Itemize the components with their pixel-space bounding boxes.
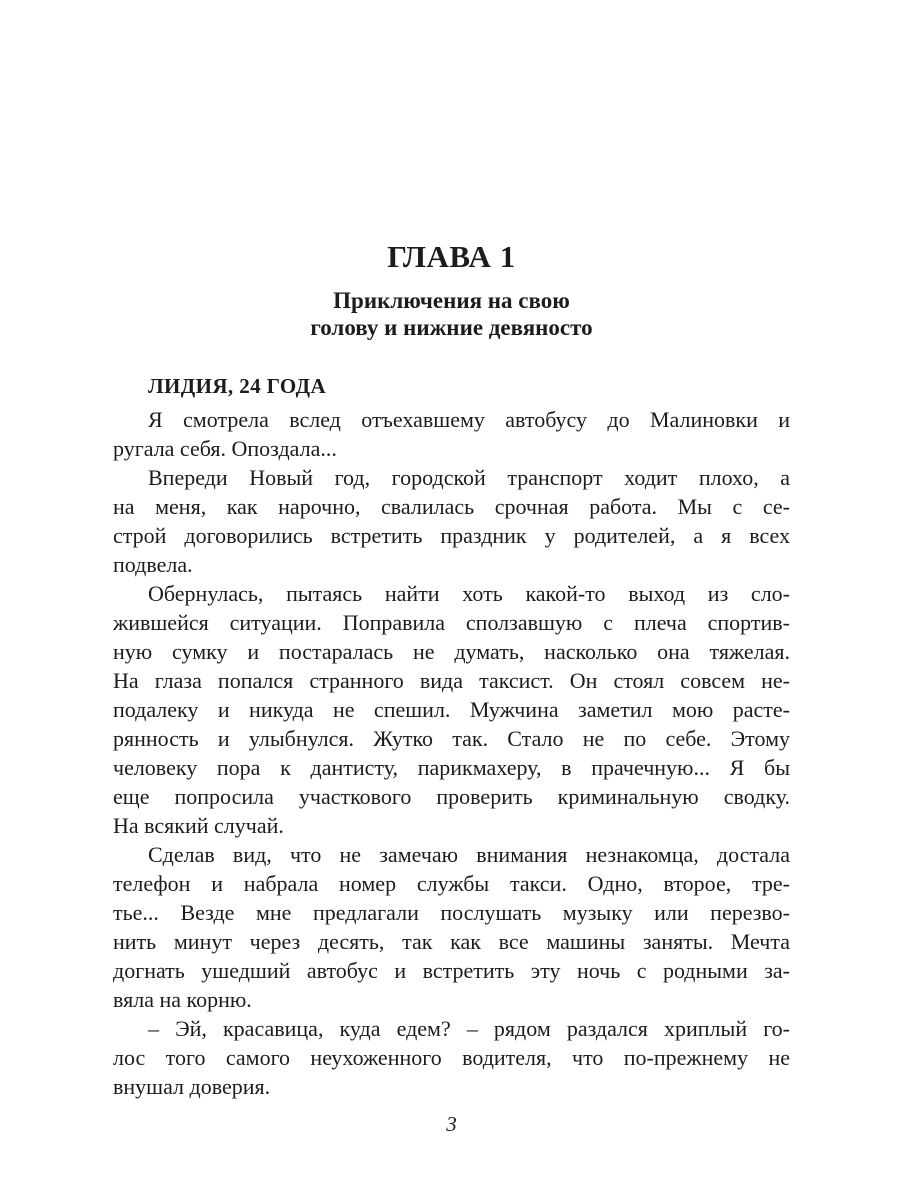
page-number: 3 — [446, 1112, 457, 1136]
text-line: Сделав вид, что не замечаю внимания незнакомца, достала — [148, 842, 790, 867]
text-line: вяла на корню. — [113, 987, 252, 1012]
text-line: На глаза попался странного вида таксист. Он стоял совсем не- — [113, 668, 790, 693]
chapter-subtitle-line: голову и нижние девяносто — [310, 315, 593, 340]
text-line: внушал доверия. — [113, 1074, 271, 1099]
text-line: рянность и улыбнулся. Жутко так. Стало не по себе. Этому — [113, 726, 790, 751]
text-line: жившейся ситуации. Поправила сползавшую с плеча спортив- — [113, 610, 790, 635]
text-line: тье... Везде мне предлагали послушать музыку или перезво- — [113, 900, 790, 925]
chapter-subtitle — [113, 287, 790, 341]
text-line: Обернулась, пытаясь найти хоть какой-то выход из сло- — [148, 581, 790, 606]
text-line: еще попросила участкового проверить криминальную сводку. — [113, 784, 790, 809]
paragraph — [113, 405, 790, 463]
text-line: лос того самого неухоженного водителя, что по-прежнему не — [113, 1045, 790, 1070]
section-heading: ЛИДИЯ, 24 ГОДА — [148, 374, 327, 398]
body-text — [113, 405, 790, 1101]
text-line: подалеку и никуда не спешил. Мужчина заметил мою расте- — [113, 697, 790, 722]
text-line: ную сумку и постаралась не думать, насколько она тяжелая. — [113, 639, 790, 664]
text-line: Впереди Новый год, городской транспорт ходит плохо, а — [148, 465, 790, 490]
text-line: нить минут через десять, так как все машины заняты. Мечта — [113, 929, 790, 954]
text-line: подвела. — [113, 552, 193, 577]
text-line: Я смотрела вслед отъехавшему автобусу до Малиновки и — [148, 407, 790, 432]
text-line: на меня, как нарочно, свалилась срочная работа. Мы с се- — [113, 494, 790, 519]
text-block — [113, 0, 790, 1139]
paragraph — [113, 840, 790, 1014]
paragraph — [113, 579, 790, 840]
text-line: ругала себя. Опоздала... — [113, 436, 337, 461]
paragraph — [113, 463, 790, 579]
text-line: догнать ушедший автобус и встретить эту ночь с родными за- — [113, 958, 790, 983]
chapter-subtitle-line: Приключения на свою — [333, 288, 570, 313]
paragraph — [113, 1014, 790, 1101]
text-line: человеку пора к дантисту, парикмахеру, в прачечную... Я бы — [113, 755, 790, 780]
chapter-title: ГЛАВА 1 — [387, 239, 516, 274]
text-line: телефон и набрала номер службы такси. Одно, второе, тре- — [113, 871, 790, 896]
text-line: – Эй, красавица, куда едем? – рядом раздался хриплый го- — [148, 1016, 790, 1041]
text-line: На всякий случай. — [113, 813, 284, 838]
text-line: строй договорились встретить праздник у родителей, а я всех — [113, 523, 790, 548]
